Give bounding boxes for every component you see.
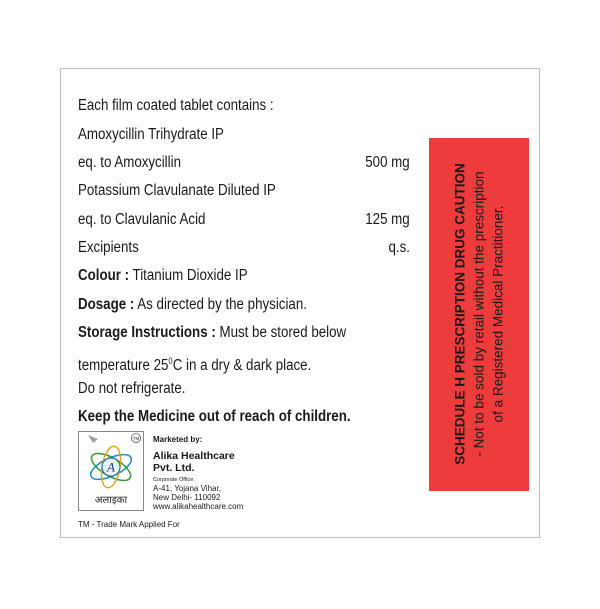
website-text: www.alikahealthcare.com: [153, 502, 244, 511]
dosage-label: Dosage :: [78, 296, 135, 313]
ingredient-amount-amoxycillin: 500 mg: [365, 154, 410, 171]
dosage-line: [78, 296, 307, 314]
colour-label: Colour :: [78, 267, 130, 284]
storage-temp-degree: 0: [168, 356, 173, 366]
composition-heading: Each film coated tablet contains :: [78, 97, 274, 114]
company-name-line-2: Pvt. Ltd.: [153, 462, 195, 475]
caution-line-1: - Not to be sold by retail without the prescription: [471, 171, 487, 457]
ingredient-eq-amoxycillin: eq. to Amoxycillin: [78, 154, 181, 171]
address-line-1: A-41, Yojana Vihar,: [153, 483, 221, 493]
ingredient-eq-clavulanic-acid: eq. to Clavulanic Acid: [78, 211, 206, 228]
colour-value: Titanium Dioxide IP: [129, 267, 248, 284]
ingredient-amoxycillin-trihydrate: Amoxycillin Trihydrate IP: [78, 126, 224, 143]
caution-line-2: of a Registered Medical Practitioner.: [490, 205, 506, 423]
logo-hindi-wordmark: अलाइका: [94, 495, 128, 506]
ingredient-amount-excipients: q.s.: [388, 239, 410, 256]
address-line-2: New Delhi- 110092: [153, 492, 221, 502]
ingredient-excipients: Excipients: [78, 239, 139, 256]
storage-temp-suffix: C in a dry & dark place.: [172, 357, 312, 375]
company-name-line-1: Alika Healthcare: [153, 450, 235, 463]
ingredient-potassium-clavulanate: Potassium Clavulanate Diluted IP: [78, 182, 276, 199]
caution-title: SCHEDULE H PRESCRIPTION DRUG CAUTION: [452, 163, 468, 465]
marketed-by-label: Marketed by:: [153, 435, 203, 444]
storage-temperature-line: [78, 352, 311, 375]
alika-logo: [78, 431, 144, 511]
dosage-value: As directed by the physician.: [134, 296, 307, 313]
refrigerate-note: Do not refrigerate.: [78, 380, 186, 397]
caution-text: [451, 138, 508, 491]
ingredient-amount-clavulanic-acid: 125 mg: [365, 211, 410, 228]
logo-tm-text: TM: [132, 435, 140, 441]
children-warning: [78, 408, 351, 426]
corporate-office-label: Corporate Office:: [153, 477, 195, 484]
storage-line: [78, 324, 346, 342]
schedule-h-caution-box: [429, 138, 529, 491]
storage-value: Must be stored below: [215, 324, 347, 341]
storage-temp-prefix: temperature 25: [78, 357, 169, 375]
children-warning-text: Keep the Medicine out of reach of children.: [78, 408, 351, 425]
colour-line: [78, 267, 248, 285]
marketer-block: [153, 435, 243, 511]
logo-letter: A: [107, 459, 115, 475]
storage-label: Storage Instructions :: [78, 324, 216, 341]
trademark-note: TM - Trade Mark Applied For: [78, 520, 180, 529]
